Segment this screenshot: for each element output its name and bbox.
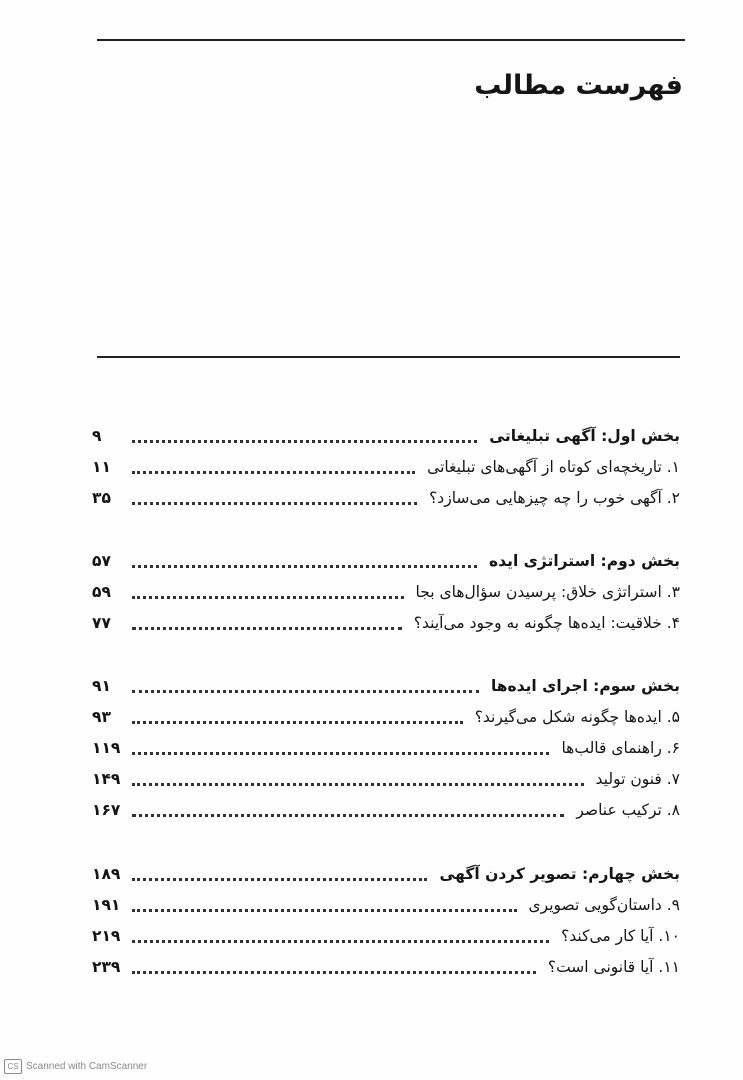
toc-entry-label: ۱۱. آیا قانونی است؟ [547, 957, 680, 976]
toc-part-heading[interactable] [92, 545, 680, 576]
toc-page-number: ۹۱ [92, 676, 111, 695]
dot-leader [132, 940, 549, 943]
dot-leader [132, 814, 564, 817]
toc-entry-label: ۱. تاریخچه‌ای کوتاه از آگهی‌های تبلیغاتی [427, 457, 680, 476]
dot-leader [132, 502, 417, 505]
toc-part-heading[interactable] [92, 670, 680, 701]
toc-chapter-entry[interactable] [92, 451, 680, 482]
toc-section-4 [92, 858, 680, 982]
toc-page-number: ۱۱ [92, 457, 111, 476]
top-divider [97, 39, 685, 41]
toc-entry-label: ۳. استراتژی خلاق: پرسیدن سؤال‌های بجا [415, 582, 680, 601]
toc-chapter-entry[interactable] [92, 701, 680, 732]
toc-page-number: ۵۷ [92, 551, 111, 570]
toc-part-heading[interactable] [92, 420, 680, 451]
middle-divider [97, 356, 680, 358]
section-spacer [92, 825, 680, 858]
toc-entry-label: ۵. ایده‌ها چگونه شکل می‌گیرند؟ [474, 707, 680, 726]
toc-entry-label: ۲. آگهی خوب را چه چیزهایی می‌سازد؟ [429, 488, 680, 507]
toc-entry-label: ۱۰. آیا کار می‌کند؟ [561, 926, 680, 945]
toc-page-number: ۹۳ [92, 707, 111, 726]
toc-chapter-entry[interactable] [92, 889, 680, 920]
toc-entry-label: ۸. ترکیب عناصر [576, 800, 680, 819]
toc-entry-label: ۹. داستان‌گویی تصویری [528, 895, 680, 914]
toc-chapter-entry[interactable] [92, 920, 680, 951]
toc-chapter-entry[interactable] [92, 482, 680, 513]
table-of-contents [92, 420, 680, 982]
toc-part-heading[interactable] [92, 858, 680, 889]
dot-leader [132, 471, 415, 474]
watermark-text: Scanned with CamScanner [26, 1061, 148, 1072]
scanner-watermark [4, 1059, 147, 1074]
toc-chapter-entry[interactable] [92, 607, 680, 638]
toc-entry-label: ۷. فنون تولید [595, 769, 680, 788]
toc-page-number: ۱۱۹ [92, 738, 121, 757]
dot-leader [132, 440, 477, 443]
toc-page-number: ۷۷ [92, 613, 111, 632]
toc-page-number: ۹ [92, 426, 102, 445]
dot-leader [132, 690, 479, 693]
toc-entry-label: ۴. خلاقیت: ایده‌ها چگونه به وجود می‌آیند؟ [413, 613, 680, 632]
toc-page-number: ۳۵ [92, 488, 111, 507]
dot-leader [132, 971, 536, 974]
dot-leader [132, 627, 402, 630]
dot-leader [132, 596, 404, 599]
toc-chapter-entry[interactable] [92, 794, 680, 825]
camscanner-logo-icon: CS [4, 1059, 22, 1074]
toc-section-1 [92, 420, 680, 513]
dot-leader [132, 878, 427, 881]
toc-page-number: ۱۶۷ [92, 800, 121, 819]
toc-page-number: ۱۹۱ [92, 895, 121, 914]
toc-entry-label: بخش اول: آگهی تبلیغاتی [489, 426, 680, 445]
toc-entry-label: بخش چهارم: تصویر کردن آگهی [439, 864, 680, 883]
dot-leader [132, 752, 549, 755]
toc-entry-label: بخش سوم: اجرای ایده‌ها [490, 676, 680, 695]
toc-section-3 [92, 670, 680, 825]
toc-entry-label: ۶. راهنمای قالب‌ها [561, 738, 680, 757]
toc-page-number: ۲۱۹ [92, 926, 121, 945]
toc-page-number: ۱۴۹ [92, 769, 121, 788]
toc-page-number: ۵۹ [92, 582, 111, 601]
toc-page-number: ۲۳۹ [92, 957, 121, 976]
section-spacer [92, 513, 680, 545]
dot-leader [132, 909, 517, 912]
toc-chapter-entry[interactable] [92, 951, 680, 982]
dot-leader [132, 721, 463, 724]
toc-entry-label: بخش دوم: استراتژی ایده [489, 551, 680, 570]
toc-chapter-entry[interactable] [92, 763, 680, 794]
toc-page-number: ۱۸۹ [92, 864, 121, 883]
section-spacer [92, 638, 680, 670]
toc-section-2 [92, 545, 680, 638]
toc-chapter-entry[interactable] [92, 732, 680, 763]
page-title: فهرست مطالب [474, 70, 683, 101]
dot-leader [132, 783, 584, 786]
dot-leader [132, 565, 477, 568]
toc-chapter-entry[interactable] [92, 576, 680, 607]
